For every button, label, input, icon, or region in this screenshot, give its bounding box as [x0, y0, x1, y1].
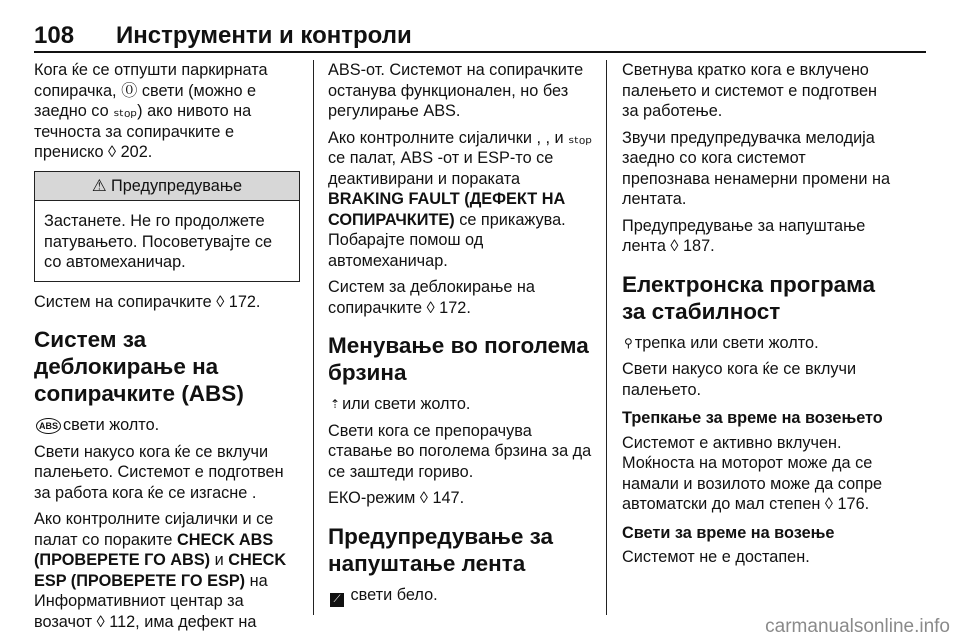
lane-p2: Светнува кратко кога е вклучено палењето и системот е подготвен за работење. [622, 61, 878, 120]
blink-heading: Трепкање за време на возењето [622, 409, 883, 427]
column-3 [622, 60, 890, 574]
lit-p: Системот не е достапен. [622, 548, 810, 566]
lane-ref: Предупредување за напуштање лента ◊ 187. [622, 216, 866, 255]
column-1 [34, 60, 300, 638]
header-rule [34, 51, 926, 53]
abs-cont: ABS-от. Системот на сопирачките останува функционален, но без регулирање ABS. [328, 61, 584, 120]
shift-indicator-icon: ⇡ [330, 397, 341, 411]
page-title: Инструменти и контроли [116, 22, 412, 49]
abs-p3: Ако контролните сијалички и се палат со пораките CHECK ABS (ПРОВЕРЕТЕ ГО ABS) и CHECK ESP (ПРОВЕРЕТЕ ГО ESP) на Информативниот центар за возачот ◊ 112, има дефект на [34, 510, 287, 631]
esp-p2: Свети накусо кога ќе се вклучи палењето. [622, 360, 857, 399]
watermark: carmanualsonline.info [765, 616, 950, 637]
gear-p1: или свети жолто. [342, 395, 471, 413]
warning-text: Застанете. Не го продолжете патувањето. Посоветувајте се со автомеханичар. [44, 212, 273, 271]
lit-heading: Свети за време на возење [622, 523, 835, 542]
abs-ref: Систем за деблокирање на сопирачките ◊ 172. [328, 278, 535, 317]
column-2 [328, 60, 596, 613]
page-header [34, 22, 926, 50]
abs-icon: ABS [36, 418, 61, 434]
column-divider [313, 60, 314, 615]
warning-title: ⚠ Предупредување [35, 172, 299, 202]
esp-p1: трепка или свети жолто. [634, 333, 819, 352]
page-number: 108 [34, 22, 75, 49]
gear-heading: Менување во поголема брзина [328, 333, 589, 385]
eco-ref: ЕКО-режим ◊ 147. [328, 489, 465, 507]
lane-p1: свети бело. [350, 585, 438, 604]
intro-text: Кога ќе се отпушти паркирната сопирачка, ⓪ свети (можно е заедно со ₛₜₒₚ) ако нивото на течноста за сопирачките е прениско ◊ 202. [34, 61, 268, 161]
esp-icon: ⚲ [624, 335, 633, 350]
lane-departure-icon: ⟋ [330, 593, 344, 607]
lamps-p: Ако контролните сијалички , , и ₛₜₒₚ се палат, ABS -от и ESP-то се деактивирани и пораката BRAKING FAULT (ДЕФЕКТ НА СОПИРАЧКИТЕ) се прикажува. Побарајте помош од автомеханичар. [328, 128, 593, 270]
gear-p2: Свети кога се препорачува ставање во поголема брзина за да се заштеди гориво. [328, 421, 592, 481]
lane-p3: Звучи предупредувачка мелодија заедно со кога системот препознава ненамерни промени на лентата. [622, 128, 891, 208]
lane-heading: Предупредување за напуштање лента [328, 523, 554, 576]
abs-heading: Систем за деблокирање на сопирачките (ABS) [34, 327, 244, 406]
column-divider [606, 60, 607, 615]
esp-heading: Електронска програма за стабилност [622, 271, 875, 324]
warning-box [34, 171, 300, 282]
brake-ref: Систем на сопирачките ◊ 172. [34, 292, 261, 311]
abs-p2: Свети накусо кога ќе се вклучи палењето. Системот е подготвен за работа кога ќе се изгасне . [34, 442, 284, 502]
blink-p: Системот е активно вклучен. Моќноста на моторот може да се намали и возилото може да сопре автоматски до мал степен ◊ 176. [622, 433, 883, 513]
abs-p1: свети жолто. [63, 416, 160, 434]
